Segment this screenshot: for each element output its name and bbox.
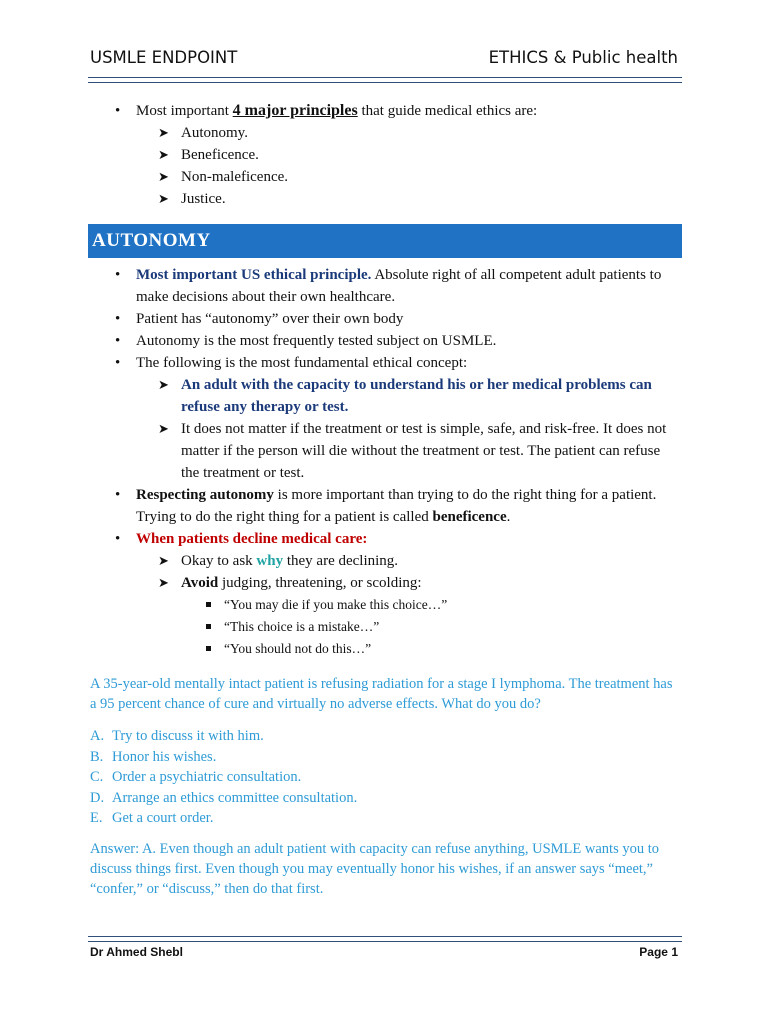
option-text: Order a psychiatric consultation. <box>112 769 302 785</box>
section-banner: AUTONOMY <box>88 224 682 258</box>
option-text: Try to discuss it with him. <box>112 728 264 744</box>
answer-options <box>90 726 680 829</box>
option-letter: B. <box>90 748 104 765</box>
bullet-text: Patient has “autonomy” over their own body <box>136 311 404 327</box>
option-letter: D. <box>90 789 105 806</box>
sub-item-text: Okay to ask <box>181 553 257 569</box>
sub-item <box>90 418 680 484</box>
option-letter: A. <box>90 728 105 744</box>
autonomy-bullet <box>90 330 680 352</box>
arrow-bullet-icon: ➤ <box>158 169 169 184</box>
autonomy-bullet <box>90 352 680 374</box>
principle-item <box>90 144 680 166</box>
arrow-bullet-icon: ➤ <box>158 553 169 568</box>
page-content <box>90 100 680 899</box>
bullet-bold: beneficence <box>432 509 507 525</box>
header-title: USMLE ENDPOINT <box>90 48 238 67</box>
bullet-text: The following is the most fundamental ethical concept: <box>136 355 468 371</box>
sub-item-text: It does not matter if the treatment or test is simple, safe, and risk-free. It does not matter if the person will die without the treatment or test. The patient can refuse the treatment or test. <box>181 421 667 481</box>
arrow-bullet-icon: ➤ <box>158 191 169 206</box>
intro-list <box>90 100 680 210</box>
header-subject: ETHICS & Public health <box>488 48 678 67</box>
page-header <box>90 48 678 74</box>
quote-item: “This choice is a mistake…” <box>90 616 680 638</box>
sub-item-text: An adult with the capacity to understand his or her medical problems can refuse any therapy or test. <box>181 377 652 415</box>
quote-item: “You may die if you make this choice…” <box>90 594 680 616</box>
arrow-bullet-icon: ➤ <box>158 147 169 162</box>
option-e <box>90 808 680 829</box>
option-text: Honor his wishes. <box>112 748 217 765</box>
intro-emphasis: 4 major principles <box>232 102 358 119</box>
principle-item <box>90 188 680 210</box>
sub-item <box>90 572 680 594</box>
bullet-bold: Respecting autonomy <box>136 487 274 503</box>
principle-label: Non-maleficence. <box>181 169 289 185</box>
autonomy-bullet <box>90 264 680 308</box>
footer-rule <box>88 936 682 942</box>
footer-author: Dr Ahmed Shebl <box>90 945 183 959</box>
arrow-bullet-icon: ➤ <box>158 377 169 392</box>
autonomy-bullet <box>90 484 680 528</box>
sub-item <box>90 374 680 418</box>
sub-item-text: judging, threatening, or scolding: <box>218 575 422 591</box>
arrow-bullet-icon: ➤ <box>158 575 169 590</box>
page-number: Page 1 <box>639 945 678 959</box>
principle-item <box>90 166 680 188</box>
bullet-text: Autonomy is the most frequently tested subject on USMLE. <box>136 333 497 349</box>
bullet-text: Absolute right of all competent adult patients to make decisions about their own healthcare. <box>136 267 662 305</box>
autonomy-bullet <box>90 308 680 330</box>
intro-text: Most important <box>136 103 233 119</box>
option-letter: E. <box>90 810 103 826</box>
arrow-bullet-icon: ➤ <box>158 125 169 140</box>
quote-item: “You should not do this…” <box>90 638 680 660</box>
sub-item-emphasis: why <box>256 553 284 569</box>
principle-label: Beneficence. <box>181 147 259 163</box>
arrow-bullet-icon: ➤ <box>158 421 169 436</box>
intro-bullet <box>90 100 680 122</box>
bullet-bold: Most important US ethical principle. <box>136 267 372 283</box>
option-b <box>90 747 680 768</box>
intro-text-end: that guide medical ethics are: <box>357 103 538 119</box>
sub-item-bold: Avoid <box>181 575 219 591</box>
bullet-heading: When patients decline medical care: <box>136 531 368 547</box>
option-letter: C. <box>90 769 104 785</box>
answer-explanation: Answer: A. Even though an adult patient with capacity can refuse anything, USMLE wants you to discuss things first. Even though you may eventually honor his wishes, if an answer says “meet,” “confer,” or “discuss,” then do that first. <box>90 840 659 897</box>
principle-item <box>90 122 680 144</box>
autonomy-list <box>90 264 680 660</box>
option-text: Get a court order. <box>112 810 214 826</box>
option-d <box>90 788 680 809</box>
autonomy-bullet <box>90 528 680 550</box>
option-a <box>90 726 680 747</box>
option-text: Arrange an ethics committee consultation. <box>112 789 358 806</box>
sub-item <box>90 550 680 572</box>
sub-item-text: they are declining. <box>283 553 399 569</box>
bullet-text: . <box>506 509 511 525</box>
option-c <box>90 767 680 788</box>
question-stem: A 35-year-old mentally intact patient is refusing radiation for a stage I lymphoma. The treatment has a 95 percent chance of cure and virtually no adverse effects. What do you do? <box>90 676 673 712</box>
header-rule <box>88 77 682 83</box>
principle-label: Justice. <box>181 191 226 207</box>
principle-label: Autonomy. <box>181 125 248 141</box>
page-footer <box>90 945 678 963</box>
bullet-text: is more important than trying to do the right thing for a patient. Trying to do the right thing for a patient is called <box>136 487 657 525</box>
